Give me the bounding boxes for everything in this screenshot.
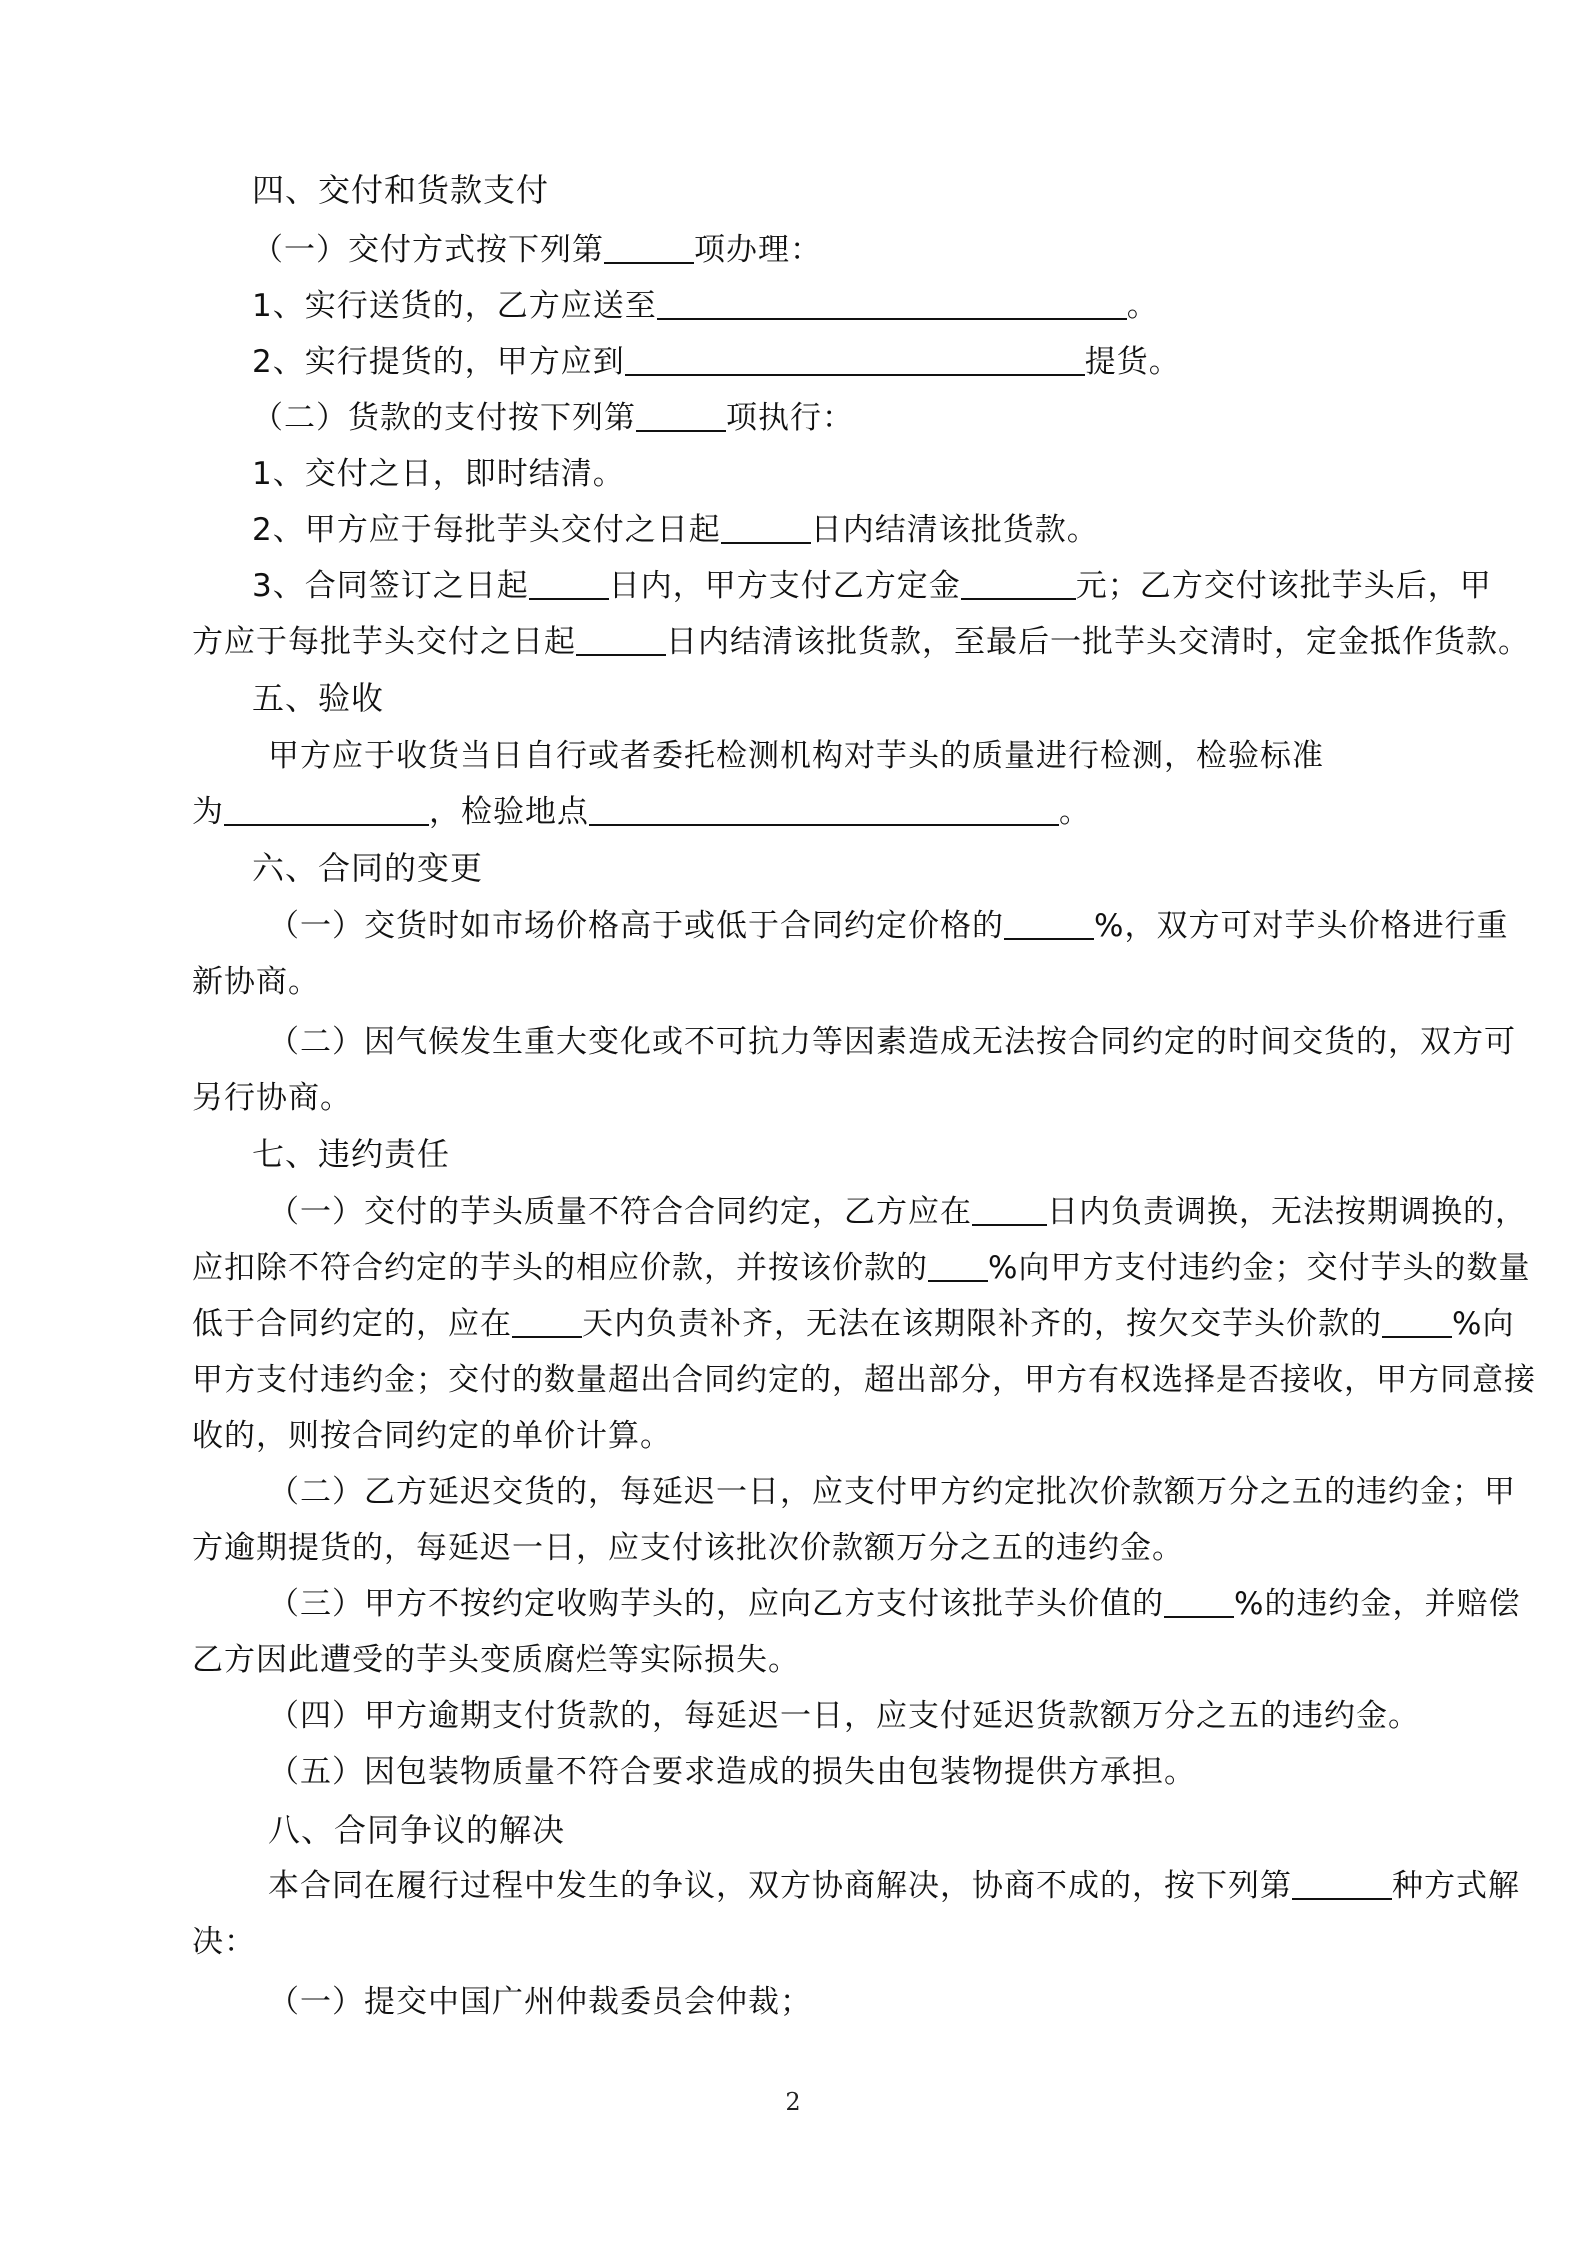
text-run: 日内结清该批货款，至最后一批芋头交清时，定金抵作货款。 — [666, 624, 1530, 660]
text-run: （一）交付方式按下列第 — [252, 232, 604, 268]
text-run: 另行协商。 — [192, 1080, 352, 1116]
heading-text: 五、验收 — [252, 679, 385, 717]
section-5-heading — [252, 678, 384, 718]
blank-field[interactable] — [721, 512, 811, 544]
text-run: 项执行： — [726, 400, 854, 436]
paragraph-line — [192, 792, 1091, 832]
text-run: %向甲方支付违约金；交付芋头的数量 — [988, 1250, 1531, 1286]
text-run: 2、甲方应于每批芋头交付之日起 — [252, 512, 721, 548]
paragraph-line — [192, 1248, 1530, 1288]
text-run: 天内负责补齐，无法在该期限补齐的，按欠交芋头价款的 — [582, 1306, 1382, 1342]
blank-field[interactable] — [1292, 1868, 1392, 1900]
text-run: 。 — [1059, 794, 1091, 830]
blank-field[interactable] — [625, 344, 1085, 376]
paragraph-line — [252, 230, 822, 270]
paragraph-line — [268, 1982, 812, 2022]
paragraph-line — [192, 1416, 672, 1456]
blank-field[interactable] — [928, 1250, 988, 1282]
paragraph-line — [192, 622, 1530, 662]
text-run: （二）乙方延迟交货的，每延迟一日，应支付甲方约定批次价款额万分之五的违约金；甲 — [268, 1474, 1516, 1510]
text-run: ，检验地点 — [429, 794, 589, 830]
paragraph-line — [268, 1696, 1420, 1736]
paragraph-line — [252, 510, 1099, 550]
text-run: 日内负责调换，无法按期调换的， — [1047, 1194, 1527, 1230]
section-4-heading — [252, 170, 549, 210]
text-run: 决： — [192, 1924, 256, 1960]
text-run: 新协商。 — [192, 964, 320, 1000]
text-run: 乙方因此遭受的芋头变质腐烂等实际损失。 — [192, 1642, 800, 1678]
paragraph-line — [192, 1528, 1184, 1568]
heading-text: 四、交付和货款支付 — [252, 171, 550, 209]
paragraph-line — [268, 1584, 1520, 1624]
text-run: （一）交货时如市场价格高于或低于合同约定价格的 — [268, 908, 1004, 944]
blank-field[interactable] — [604, 232, 694, 264]
heading-text: 七、违约责任 — [252, 1135, 451, 1173]
section-8-heading — [268, 1810, 565, 1850]
text-run: 日内，甲方支付乙方定金 — [608, 568, 961, 604]
blank-field[interactable] — [589, 794, 1059, 826]
text-run: 为 — [192, 794, 224, 830]
paragraph-line — [192, 1640, 800, 1680]
paragraph-line — [252, 454, 625, 494]
text-run: （五）因包装物质量不符合要求造成的损失由包装物提供方承担。 — [268, 1754, 1196, 1790]
text-run: 应扣除不符合约定的芋头的相应价款，并按该价款的 — [192, 1250, 928, 1286]
paragraph-line — [192, 1360, 1536, 1400]
text-run: （二）因气候发生重大变化或不可抗力等因素造成无法按合同约定的时间交货的，双方可 — [268, 1024, 1516, 1060]
blank-field[interactable] — [972, 1194, 1047, 1226]
blank-field[interactable] — [512, 1306, 582, 1338]
blank-field[interactable] — [224, 794, 429, 826]
paragraph-line — [268, 1752, 1196, 1792]
paragraph-line — [268, 1022, 1516, 1062]
text-run: 2、实行提货的，甲方应到 — [252, 344, 625, 380]
section-7-heading — [252, 1134, 450, 1174]
text-run: 1、交付之日，即时结清。 — [252, 456, 625, 492]
text-run: 甲方支付违约金；交付的数量超出合同约定的，超出部分，甲方有权选择是否接收，甲方同意接 — [192, 1362, 1536, 1398]
text-run: （四）甲方逾期支付货款的，每延迟一日，应支付延迟货款额万分之五的违约金。 — [268, 1698, 1420, 1734]
page-number: 2 — [785, 2088, 801, 2116]
text-run: 项办理： — [694, 232, 822, 268]
text-run: （二）货款的支付按下列第 — [252, 400, 636, 436]
text-run: 本合同在履行过程中发生的争议，双方协商解决，协商不成的，按下列第 — [268, 1868, 1292, 1904]
paragraph-line — [252, 286, 1159, 326]
paragraph-line — [252, 342, 1181, 382]
paragraph-line — [252, 566, 1492, 606]
text-run: 方逾期提货的，每延迟一日，应支付该批次价款额万分之五的违约金。 — [192, 1530, 1184, 1566]
text-run: 甲方应于收货当日自行或者委托检测机构对芋头的质量进行检测，检验标准 — [268, 738, 1324, 774]
blank-field[interactable] — [576, 624, 666, 656]
paragraph-line — [192, 962, 320, 1002]
paragraph-line — [268, 1192, 1527, 1232]
heading-text: 八、合同争议的解决 — [268, 1811, 566, 1849]
text-run: 1、实行送货的，乙方应送至 — [252, 288, 657, 324]
text-run: %向 — [1452, 1306, 1515, 1342]
paragraph-line — [268, 736, 1324, 776]
paragraph-line — [268, 1866, 1520, 1906]
heading-text: 六、合同的变更 — [252, 849, 484, 887]
paragraph-line — [268, 1472, 1516, 1512]
text-run: （三）甲方不按约定收购芋头的，应向乙方支付该批芋头价值的 — [268, 1586, 1164, 1622]
blank-field[interactable] — [529, 568, 609, 600]
paragraph-line — [252, 398, 854, 438]
blank-field[interactable] — [1004, 908, 1094, 940]
blank-field[interactable] — [636, 400, 726, 432]
text-run: 3、合同签订之日起 — [252, 568, 529, 604]
paragraph-line — [192, 1304, 1514, 1344]
blank-field[interactable] — [1382, 1306, 1452, 1338]
paragraph-line — [268, 906, 1508, 946]
text-run: 元；乙方交付该批芋头后，甲 — [1075, 568, 1492, 604]
text-run: %，双方可对芋头价格进行重 — [1094, 908, 1509, 944]
text-run: （一）提交中国广州仲裁委员会仲裁； — [268, 1984, 812, 2020]
blank-field[interactable] — [657, 288, 1127, 320]
text-run: （一）交付的芋头质量不符合合同约定，乙方应在 — [268, 1194, 972, 1230]
text-run: 收的，则按合同约定的单价计算。 — [192, 1418, 672, 1454]
section-6-heading — [252, 848, 483, 888]
blank-field[interactable] — [1164, 1586, 1234, 1618]
text-run: 低于合同约定的，应在 — [192, 1306, 512, 1342]
text-run: 种方式解 — [1392, 1868, 1520, 1904]
text-run: 。 — [1126, 288, 1159, 324]
text-run: %的违约金，并赔偿 — [1234, 1586, 1521, 1622]
blank-field[interactable] — [961, 568, 1076, 600]
text-run: 提货。 — [1084, 344, 1181, 380]
paragraph-line — [192, 1078, 352, 1118]
paragraph-line — [192, 1922, 256, 1962]
text-run: 日内结清该批货款。 — [810, 512, 1099, 548]
text-run: 方应于每批芋头交付之日起 — [192, 624, 576, 660]
